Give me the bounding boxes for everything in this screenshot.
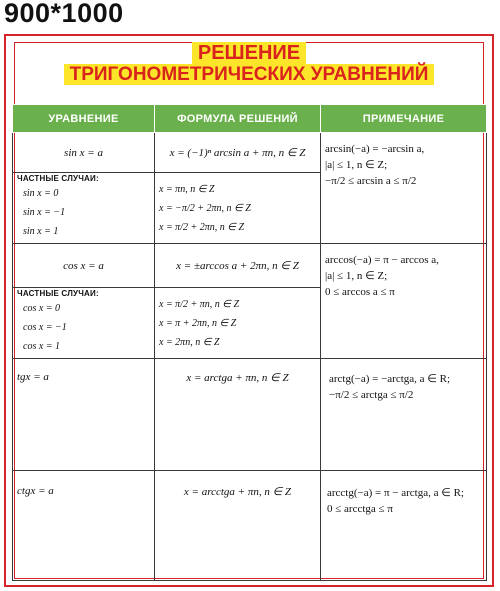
tg-note-line: −π/2 ≤ arctga ≤ π/2: [329, 389, 414, 401]
special-cases-label: ЧАСТНЫЕ СЛУЧАИ:: [17, 174, 99, 183]
sin-case: sin x = −1: [23, 207, 66, 218]
cos-case-solutions: [155, 288, 321, 359]
cos-formula: x = ±arccos a + 2πn, n ∈ Z: [155, 244, 321, 288]
table-row-tg: [13, 359, 487, 471]
cos-case: cos x = −1: [23, 322, 67, 333]
table-row-sin: [13, 133, 487, 173]
cos-case-solution: x = 2πn, n ∈ Z: [159, 336, 220, 348]
cos-note-line: arccos(−a) = π − arccos a,: [325, 254, 439, 266]
table-row-ctg: [13, 471, 487, 581]
sin-case: sin x = 1: [23, 226, 59, 237]
cos-case: cos x = 0: [23, 303, 61, 314]
ctg-formula: x = arcctga + πn, n ∈ Z: [155, 471, 321, 581]
sin-case-solution: x = π/2 + 2πn, n ∈ Z: [159, 221, 245, 233]
tg-equation: tgx = a: [13, 359, 155, 471]
cos-equation: cos x = a: [13, 244, 155, 288]
ctg-note: [321, 471, 487, 581]
sin-note: [321, 133, 487, 244]
cos-note-line: 0 ≤ arccos a ≤ π: [325, 286, 395, 298]
title-line-2: ТРИГОНОМЕТРИЧЕСКИХ УРАВНЕНИЙ: [12, 64, 486, 86]
size-label: 900*1000: [4, 0, 124, 28]
sin-formula: x = (−1)ⁿ arcsin a + πn, n ∈ Z: [155, 133, 321, 173]
header-equation: УРАВНЕНИЕ: [13, 105, 155, 133]
table-row-cos: [13, 244, 487, 288]
cos-special-cases: [13, 288, 155, 359]
cos-case: cos x = 1: [23, 341, 61, 352]
cos-note: [321, 244, 487, 359]
table-header-row: [13, 105, 487, 133]
header-formula: ФОРМУЛА РЕШЕНИЙ: [155, 105, 321, 133]
ctg-note-line: arcctg(−a) = π − arctga, a ∈ R;: [327, 487, 464, 499]
poster-title: [12, 42, 486, 98]
sin-special-cases: [13, 173, 155, 244]
sin-case-solutions: [155, 173, 321, 244]
trig-equations-table: [12, 104, 487, 581]
sin-note-line: |a| ≤ 1, n ∈ Z;: [325, 159, 388, 171]
sin-case: sin x = 0: [23, 188, 59, 199]
cos-case-solution: x = π/2 + πn, n ∈ Z: [159, 298, 240, 310]
sin-case-solution: x = πn, n ∈ Z: [159, 183, 215, 195]
tg-formula: x = arctga + πn, n ∈ Z: [155, 359, 321, 471]
cos-note-line: |a| ≤ 1, n ∈ Z;: [325, 270, 388, 282]
tg-note: [321, 359, 487, 471]
title-line-1: РЕШЕНИЕ: [12, 42, 486, 64]
ctg-note-line: 0 ≤ arcctga ≤ π: [327, 503, 393, 515]
sin-equation: sin x = a: [13, 133, 155, 173]
tg-note-line: arctg(−a) = −arctga, a ∈ R;: [329, 373, 451, 385]
ctg-equation: ctgx = a: [13, 471, 155, 581]
sin-note-line: arcsin(−a) = −arcsin a,: [325, 143, 425, 155]
header-note: ПРИМЕЧАНИЕ: [321, 105, 487, 133]
special-cases-label: ЧАСТНЫЕ СЛУЧАИ:: [17, 289, 99, 298]
sin-case-solution: x = −π/2 + 2πn, n ∈ Z: [159, 202, 251, 214]
cos-case-solution: x = π + 2πn, n ∈ Z: [159, 317, 237, 329]
sin-note-line: −π/2 ≤ arcsin a ≤ π/2: [325, 175, 417, 187]
